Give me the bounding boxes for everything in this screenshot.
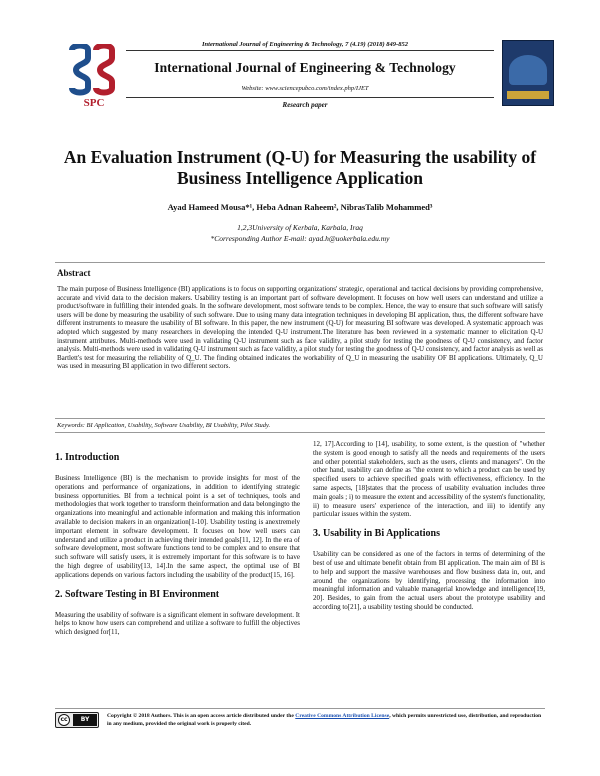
paper-title: An Evaluation Instrument (Q-U) for Measuring the usability of Business Intelligence Application [63, 147, 537, 188]
copyright-text-start: Copyright © 2018 Authors. This is an open access article distributed under the [107, 713, 296, 719]
copyright-text [107, 713, 547, 728]
journal-website[interactable]: Website: www.sciencepubco.com/index.php/IJET [241, 85, 369, 92]
section-heading-introduction: 1. Introduction [55, 452, 120, 463]
license-link[interactable]: Creative Commons Attribution License [295, 713, 390, 719]
logo-text: SPC [83, 97, 105, 108]
journal-header [56, 40, 554, 118]
journal-cover-image [502, 40, 554, 106]
abstract-text: The main purpose of Business Intelligence (BI) applications is to focus on supporting organizations' strategic, operational and tactical decisions by providing comprehensive, accurate and vivid data to the decision makers. Usability testing is an important part of software development. It focuses on how well users can understand and utilize a product/software in fulfilling their intended goals. In the software development, most software tends to be complex. Hence, the way to ensure that such software will satisfy users will be done by measuring the usability of such software. Due to using many data integration techniques in developing BI application, thus, the different software have different instruments to measure the usability of BI software. In this paper, the new instrument (Q-U) for measuring BI software was developed. A systematic approach was adopted which suggested by many researchers in developing the intended Q-U instrument.The literature has been reviewed in a systematic manner to elicitation Q-U instrument attributes. Multi-methods were used in validating Q-U instrument such as face validity, a pilot study for testing the goodness of Q-U consistency, and factor analysis. Multi-methods were used in validating Q-U instrument such as face validity, a pilot study for testing the goodness of Q-U consistency, and factor analysis as well as Bartlett's test for measuring the reliability of Q_U. The finding obtained indicates the workability of Q_U in measuring the usability OF BI applications. Ultimately, Q_U was used in measuring BI application in two different sectors. [57, 285, 543, 371]
keywords: Keywords: BI Application, Usability, Software Usability, BI Usability, Pilot Study. [57, 422, 271, 429]
by-icon: BY [73, 714, 97, 726]
software-testing-text: Measuring the usability of software is a significant element in software development. It helps to know how users can comprehend and utilize a software to fulfill the objectives which designed for[11, [55, 610, 300, 637]
abstract-heading: Abstract [57, 268, 91, 278]
left-column [55, 452, 300, 640]
section-heading-software-testing: 2. Software Testing in BI Environment [55, 588, 220, 600]
section-heading-usability-bi: 3. Usability in Bi Applications [313, 528, 440, 540]
right-column [313, 440, 545, 615]
corresponding-author: *Corresponding Author E-mail: ayad.h@uokerbala.edu.my [210, 234, 390, 243]
publisher-logo [66, 44, 122, 108]
cc-icon: cc [58, 714, 70, 726]
abstract-rule-bottom [55, 432, 545, 433]
header-rule-bottom [126, 97, 494, 98]
header-rule-top [126, 50, 494, 51]
creative-commons-badge[interactable] [55, 712, 99, 728]
paper-type: Research paper [282, 101, 328, 109]
abstract-rule-top [55, 262, 545, 263]
affiliation: 1,2,3University of Kerbala, Karbala, Iraq [237, 223, 363, 232]
journal-title: International Journal of Engineering & Technology [154, 60, 456, 75]
introduction-text: Business Intelligence (BI) is the mechanism to provide insights for most of the operations and performance of organizations, in addition to identifying strategic business opportunities. BI from a technical point is a set of techniques, tools and methodologies that work together to transform theinformation and data belongingto the organizations into meaningful and actionable information and making this information available to decision makers in an organization[1-10]. Usability testing is anextremely important element in software development. It focuses on how well users can understand and utilize a product in achieving their intended goals[11, 12]. In the era of software development, most software functions tend to be complex and to ensure that such software will satisfy users, it is extremely important for this software is to have the high degree of usability[13, 14].In the same aspect, the optimal use of BI applications depends on various factors including the usability of the product[15, 16]. [55, 474, 300, 579]
copyright-text-end: , which permits unrestricted use, distribution, and reproduction in any medium, provided the original work is properly cited. [107, 713, 542, 727]
authors: Ayad Hameed Mousa*¹, Heba Adnan Raheem², NibrasTalib Mohammed³ [167, 202, 433, 212]
usability-definition-text: 12, 17].According to [14], usability, to some extent, is the question of "whether the system is good enough to satisfy all the needs and requirements of the users and other potential stakeholders, such as the users, clients and managers". On the other hand, usability can define as "the extent to which a product can be used by specified users to achieve specified goals with effectiveness, efficiency. In the same aspects, [18]states that the process of usability evaluation includes three main goals ; i) to measure the extent and accessibility of the system's functionality, ii) to measure users' experience of the interaction, and iii) to identify any particular issues within the system. [313, 440, 545, 519]
footer-rule [55, 708, 545, 709]
abstract-rule-mid [55, 418, 545, 419]
affiliation-block [0, 222, 600, 244]
citation: International Journal of Engineering & Technology, 7 (4.19) (2018) 849-852 [202, 41, 408, 48]
usability-bi-text: Usability can be considered as one of the factors in terms of determining of the best of use and ultimate benefit obtain from BI application. The main aim of BI is to help and support the massive warehouses and flow business data in, out, and around the organizations by identifying, processing the information into meaningful information and valuable managerial knowledge and intelligence[19, 20]. Besides, to gain from the actual users about the prototype usability and according to[21], a usability testing should be conducted. [313, 550, 545, 611]
